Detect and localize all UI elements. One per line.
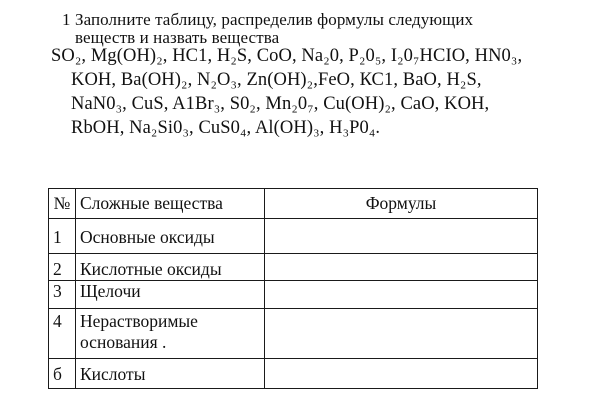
task-title-line-2: веществ и назвать вещества <box>75 28 280 47</box>
table-header-row <box>49 189 538 219</box>
table-row <box>49 281 538 309</box>
header-substances: Сложные вещества <box>76 189 265 219</box>
row-formulas-cell[interactable] <box>265 309 538 359</box>
row-formulas-cell[interactable] <box>265 359 538 389</box>
substance-label-line-2: основания . <box>80 332 167 352</box>
formula-line-1: SO₂, Mg(OH)₂, HC1, H₂S, CoO, Na₂0, P₂0₅, I₂0₇HCIO, HN0₃, <box>51 46 523 66</box>
row-num: б <box>49 359 76 389</box>
row-num: 1 <box>49 219 76 254</box>
table-row <box>49 359 538 389</box>
row-formulas-cell[interactable] <box>265 254 538 281</box>
formula-line-2: KOH, Ba(OH)₂, N₂O₃, Zn(OH)₂,FeO, КС1, BaO, H₂S, <box>71 70 482 90</box>
substance-label: Кислотные оксиды <box>80 259 222 279</box>
task-title-line-1: 1 Заполните таблицу, распределив формулы следующих <box>62 10 474 29</box>
row-substance <box>76 281 265 309</box>
row-substance <box>76 219 265 254</box>
row-num: 2 <box>49 254 76 281</box>
table-row <box>49 309 538 359</box>
table-row <box>49 254 538 281</box>
formula-line-4: RbOH, Na₂Si0₃, CuS0₄, Al(OH)₃, H₃P0₄. <box>71 118 381 138</box>
header-num: № <box>49 189 76 219</box>
substance-label: Щелочи <box>80 281 141 301</box>
row-formulas-cell[interactable] <box>265 219 538 254</box>
classification-table <box>48 188 538 389</box>
substance-label: Основные оксиды <box>80 227 215 247</box>
formula-line-3: NaN0₃, CuS, A1Br₃, S0₂, Mn₂0₇, Cu(OH)₂, CaO, KOH, <box>71 94 490 114</box>
header-formulas: Формулы <box>265 189 538 219</box>
row-substance <box>76 254 265 281</box>
row-formulas-cell[interactable] <box>265 281 538 309</box>
row-num: 4 <box>49 309 76 359</box>
row-substance <box>76 359 265 389</box>
substance-label: Кислоты <box>80 364 146 384</box>
substance-label-line-1: Нерастворимые <box>80 311 198 331</box>
table-row <box>49 219 538 254</box>
row-num: 3 <box>49 281 76 309</box>
row-substance <box>76 309 265 359</box>
